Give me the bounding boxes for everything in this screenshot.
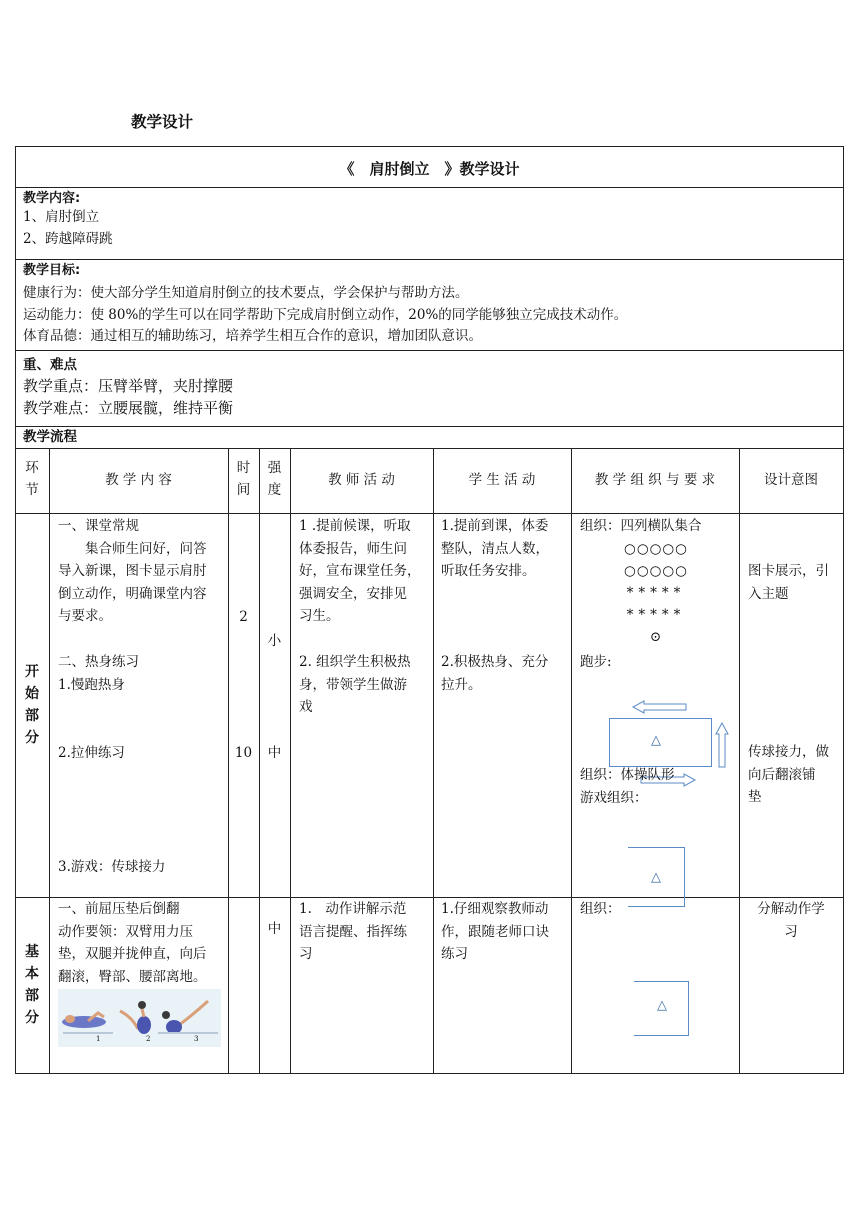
start-time-1: 2 bbox=[239, 609, 248, 625]
header-content: 教 学 内 容 bbox=[105, 472, 172, 488]
mat-line bbox=[634, 1035, 689, 1036]
table-border-top bbox=[15, 146, 844, 147]
basic-org: 组织： bbox=[580, 901, 621, 917]
basic-intent: 分解动作学 习 bbox=[757, 901, 825, 940]
header-time: 时 间 bbox=[236, 460, 251, 498]
run-label: 跑步: bbox=[580, 654, 612, 670]
figure-label: 3 bbox=[194, 1035, 199, 1043]
row-divider bbox=[15, 426, 844, 427]
mat-line bbox=[634, 981, 689, 982]
flow-label: 教学流程 bbox=[23, 429, 77, 445]
game-item: 3.游戏：传球接力 bbox=[58, 859, 166, 875]
formation-diagram bbox=[610, 538, 702, 648]
mat-line bbox=[688, 981, 689, 1036]
goal-line: 运动能力：使 80%的学生可以在同学帮助下完成肩肘倒立动作，20%的同学能够独立完成技术动作。 bbox=[23, 307, 628, 323]
arrow-up-icon bbox=[715, 722, 729, 768]
start-intent-2: 传球接力，做 向后翻滚铺 垫 bbox=[748, 744, 829, 805]
section-basic-label: 基 本 部 分 bbox=[25, 944, 39, 1026]
header-student: 学 生 活 动 bbox=[468, 472, 536, 488]
table-title: 《 肩肘倒立 》教学设计 bbox=[339, 160, 520, 178]
content-item: 2、跨越障碍跳 bbox=[23, 231, 113, 247]
goal-line: 健康行为：使大部分学生知道肩肘倒立的技术要点，学会保护与帮助方法。 bbox=[23, 285, 469, 301]
column-divider bbox=[739, 448, 740, 1073]
header-intensity: 强 度 bbox=[267, 460, 282, 498]
formation-row: ○○○○○ bbox=[624, 541, 688, 557]
figure-label: 1 bbox=[96, 1035, 101, 1043]
row-divider bbox=[15, 259, 844, 260]
keypoint-line: 教学重点：压臂举臂，夹肘撑腰 bbox=[23, 377, 234, 395]
column-divider bbox=[571, 448, 572, 1073]
basic-content: 一、前屈压垫后倒翻 动作要领：双臂用力压 垫，双腿并拢伸直，向后 翻滚，臀部、腰部离地。 bbox=[58, 901, 207, 985]
row-divider bbox=[15, 448, 844, 449]
keypoint-line: 教学难点：立腰展髋，维持平衡 bbox=[23, 399, 234, 417]
roll-illustration bbox=[58, 989, 221, 1047]
start-teacher-2: 2. 组织学生积极热 身，带领学生做游 戏 bbox=[299, 654, 411, 715]
game-line bbox=[684, 847, 685, 907]
game-line bbox=[628, 847, 685, 848]
stretch-item: 2.拉伸练习 bbox=[58, 745, 125, 761]
row-divider bbox=[15, 513, 844, 514]
header-section: 环 节 bbox=[25, 460, 39, 498]
game-line bbox=[628, 906, 685, 907]
start-student-1: 1.提前到课，体委 整队，清点人数， 听取任务安排。 bbox=[441, 518, 549, 579]
document-heading: 教学设计 bbox=[131, 113, 194, 131]
goals-label: 教学目标: bbox=[23, 263, 81, 278]
basic-student: 1.仔细观察教师动 作，跟随老师口诀 练习 bbox=[441, 901, 549, 962]
arrow-left-icon bbox=[632, 700, 687, 714]
game-triangle-icon: △ bbox=[651, 870, 661, 885]
start-content: 一、课堂常规 集合师生问好，问答 导入新课，图卡显示肩肘 倒立动作，明确课堂内容 与要求。 bbox=[58, 518, 207, 624]
formation-row: ***** bbox=[626, 607, 686, 623]
row-divider bbox=[15, 187, 844, 188]
column-divider bbox=[433, 448, 434, 1073]
org-gym: 组织：体操队形 游戏组织： bbox=[580, 767, 675, 806]
goal-line: 体育品德：通过相互的辅助练习，培养学生相互合作的意识，增加团队意识。 bbox=[23, 328, 482, 344]
mat-triangle-icon: △ bbox=[657, 998, 667, 1013]
row-divider bbox=[15, 350, 844, 351]
column-divider bbox=[290, 448, 291, 1073]
run-item: 1.慢跑热身 bbox=[58, 677, 125, 693]
basic-intensity: 中 bbox=[267, 921, 282, 937]
content-label: 教学内容: bbox=[23, 191, 81, 206]
start-student-2: 2.积极热身、充分 拉升。 bbox=[441, 654, 549, 693]
start-intensity-1: 小 bbox=[267, 633, 282, 649]
table-border-left bbox=[15, 146, 16, 1074]
table-border-bottom bbox=[15, 1073, 844, 1074]
header-intent: 设计意图 bbox=[764, 472, 818, 488]
org-formation-title: 组织：四列横队集合 bbox=[580, 518, 702, 534]
keypoints-label: 重、难点 bbox=[23, 357, 77, 373]
section-start-label: 开 始 部 分 bbox=[25, 664, 39, 746]
formation-row: ○○○○○ bbox=[624, 563, 688, 579]
header-org: 教 学 组 织 与 要 求 bbox=[594, 472, 716, 488]
figure-label: 2 bbox=[146, 1035, 151, 1043]
table-border-right bbox=[843, 146, 844, 1074]
content-item: 1、肩肘倒立 bbox=[23, 209, 100, 225]
teacher-triangle-icon: △ bbox=[651, 733, 661, 748]
warmup-title: 二、热身练习 bbox=[58, 654, 139, 670]
start-time-2: 10 bbox=[234, 745, 253, 761]
teacher-marker: ⊙ bbox=[649, 629, 663, 645]
header-teacher: 教 师 活 动 bbox=[328, 472, 395, 488]
basic-teacher: 1. 动作讲解示范 语言提醒、指挥练 习 bbox=[299, 901, 407, 962]
start-teacher-1: 1 .提前候课，听取 体委报告，师生问 好，宣布课堂任务， 强调安全，安排见 习生。 bbox=[299, 518, 421, 624]
start-intensity-2: 中 bbox=[267, 745, 282, 761]
start-intent-1: 图卡展示，引 入主题 bbox=[748, 563, 829, 602]
column-divider bbox=[49, 448, 50, 1073]
formation-row: ***** bbox=[626, 585, 686, 601]
